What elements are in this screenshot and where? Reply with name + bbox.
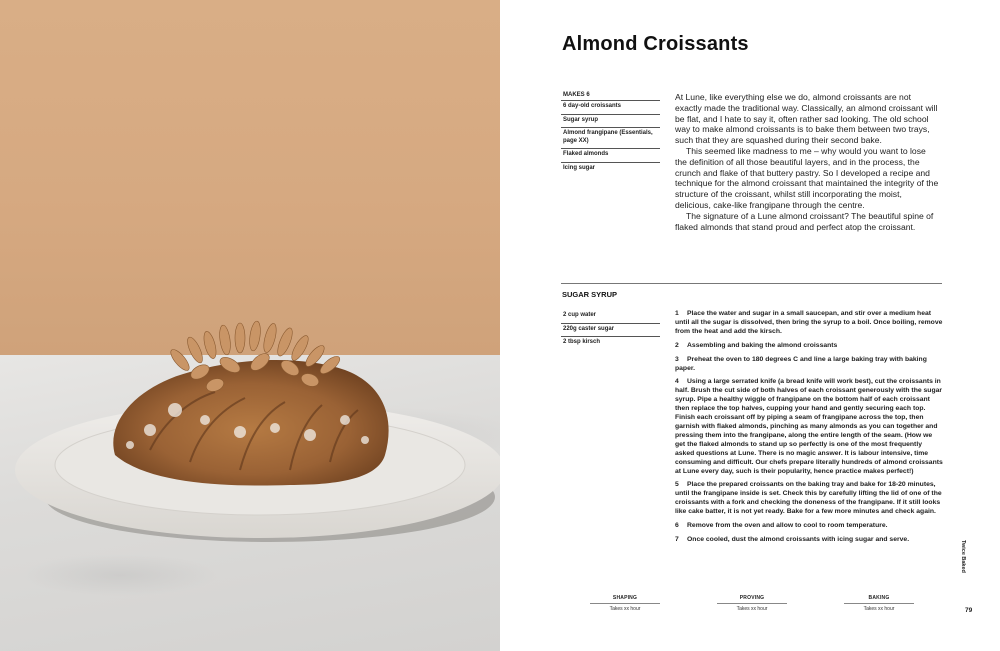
timing-baking — [844, 595, 914, 612]
intro-paragraph: At Lune, like everything else we do, almond croissants are not exactly made the traditional way. Classically, an almond croissant will be flat, and I hate to say it, often rather sad looking. The old school way to make almond croissants is to bake them between two trays, such that they are squashed during their second bake. — [675, 92, 938, 146]
ingredients-list — [561, 92, 660, 175]
method-step — [675, 522, 943, 531]
makes-label: MAKES 6 — [561, 92, 660, 101]
method-step — [675, 536, 943, 545]
step-text: Place the prepared croissants on the baking tray and bake for 18-20 minutes, until the frangipane inside is set. Check this by carefully lifting the lid of one of the croissants with a fork and checking the doneness of the frangipane. If it still looks like cake batter, it is not yet ready. Bake for a few more minutes and check again. — [675, 481, 942, 516]
sugar-syrup-ingredients — [561, 310, 660, 350]
method-step — [675, 356, 943, 374]
intro-paragraph: The signature of a Lune almond croissant? The beautiful spine of flaked almonds that stand proud and perfect atop the croissant. — [675, 210, 934, 232]
recipe-page — [500, 0, 1000, 651]
section-divider — [561, 283, 942, 284]
step-number: 2 — [675, 341, 679, 349]
timing-bar — [717, 603, 787, 604]
step-number: 4 — [675, 378, 679, 386]
ingredient-item: Almond frangipane (Essentials, page XX) — [561, 128, 660, 149]
intro-paragraph: This seemed like madness to me – why would you want to lose the definition of all those beautiful layers, and in the process, the crunch and flake of that buttery pastry. So I developed a recipe and technique for the almond croissant that maintained the integrity of the structure of the croissant, whilst still incorporating the moist, delicious, cake-like frangipane through the centre. — [675, 145, 939, 210]
ingredient-item: Sugar syrup — [561, 115, 660, 129]
step-number: 5 — [675, 481, 679, 489]
step-text: Assembling and baking the almond croissants — [687, 341, 838, 349]
timing-bar — [844, 603, 914, 604]
method-step — [675, 481, 943, 517]
timing-bar — [590, 603, 660, 604]
recipe-title: Almond Croissants — [562, 33, 749, 55]
ingredient-item: 6 day-old croissants — [561, 101, 660, 115]
timing-value: Takes xx hour — [863, 606, 895, 612]
sugar-syrup-title: SUGAR SYRUP — [562, 290, 618, 299]
timing-label: PROVING — [739, 595, 765, 601]
step-text: Preheat the oven to 180 degrees C and line a large baking tray with baking paper. — [675, 355, 927, 372]
timing-shaping — [590, 595, 660, 612]
method-step — [675, 310, 943, 337]
timing-value: Takes xx hour — [736, 606, 768, 612]
step-number: 7 — [675, 535, 679, 543]
timing-proving — [717, 595, 787, 612]
step-text: Once cooled, dust the almond croissants with icing sugar and serve. — [687, 535, 910, 543]
step-text: Remove from the oven and allow to cool to room temperature. — [687, 522, 888, 530]
chapter-label: Twice Baked — [960, 540, 966, 573]
timing-label: SHAPING — [612, 595, 638, 601]
step-number: 3 — [675, 355, 679, 363]
method-steps — [675, 310, 943, 550]
step-text: Place the water and sugar in a small saucepan, and stir over a medium heat until all the sugar is dissolved, then bring the syrup to a boil. Once boiling, remove from the heat and add the kirsch. — [675, 310, 943, 335]
timing-label: BAKING — [868, 595, 890, 601]
ingredient-item: 2 cup water — [561, 310, 660, 324]
method-step — [675, 378, 943, 476]
ingredient-item: 2 tbsp kirsch — [563, 339, 601, 345]
method-step — [675, 342, 943, 351]
timing-value: Takes xx hour — [609, 606, 641, 612]
step-number: 1 — [675, 310, 679, 317]
page-number: 79 — [965, 607, 973, 614]
ingredient-item: 220g caster sugar — [561, 324, 660, 338]
step-text: Using a large serrated knife (a bread knife will work best), cut the croissants in half. Brush the cut side of both halves of each croissant generously with the sugar syrup. Pipe a healthy wiggle of frangipane on the bottom half of each croissant then replace the top halves, cupping your hand and gently securing each top. Finish each croissant off by piping a seam of frangipane across the top, then garnish with flaked almonds, pinching as many almonds as you can together and pressing them into the frangipane, along the entire length of the seam. (How we get the flaked almonds to stand up so perfectly is one of the most frequently asked questions at Lune. There is no magic answer. It is labour intensive, time consuming and difficult. Our chefs prepare literally hundreds of almond croissants at Lune every day, such is their popularity, hence practice makes perfect!) — [675, 378, 943, 475]
step-number: 6 — [675, 522, 679, 530]
ingredient-item: Flaked almonds — [561, 149, 660, 163]
ingredient-item: Icing sugar — [563, 164, 596, 171]
recipe-intro — [675, 92, 940, 232]
